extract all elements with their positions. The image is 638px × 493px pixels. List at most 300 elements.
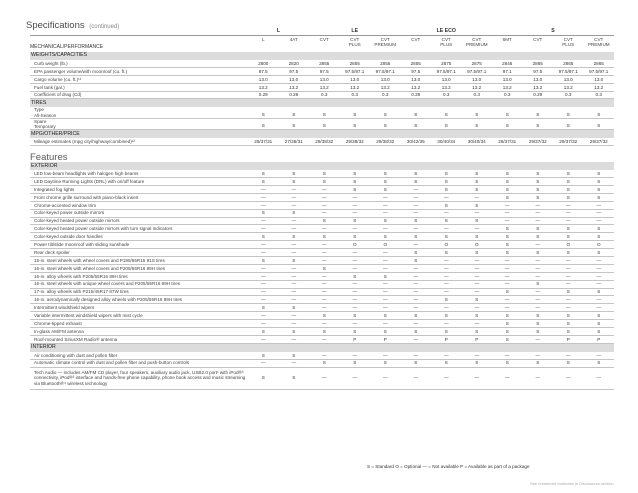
spec-row: [30, 241, 614, 249]
cell-value: S: [584, 327, 615, 335]
cell-value: —: [462, 352, 493, 359]
cell-value: S: [462, 312, 493, 320]
cell-value: 29/38/32: [309, 138, 340, 145]
cell-value: —: [279, 185, 310, 193]
cell-value: S: [279, 256, 310, 264]
cell-value: S: [431, 249, 462, 257]
cell-value: 0.3: [462, 91, 493, 99]
cell-value: —: [248, 249, 279, 257]
cell-value: 2855: [370, 60, 401, 67]
cell-value: 97.1: [492, 67, 523, 75]
cell-value: S: [492, 335, 523, 343]
specifications-table: [30, 28, 614, 390]
cell-value: S: [248, 118, 279, 129]
cell-value: S: [401, 233, 432, 241]
cell-value: S: [248, 352, 279, 359]
cell-value: —: [401, 264, 432, 272]
cell-value: 13.0: [462, 75, 493, 83]
spec-row: [30, 193, 614, 201]
cell-value: —: [523, 241, 554, 249]
cell-value: S: [523, 107, 554, 118]
cell-value: 2855: [340, 60, 371, 67]
cell-value: —: [523, 256, 554, 264]
cell-value: S: [279, 327, 310, 335]
cell-value: —: [431, 264, 462, 272]
cell-value: 30/42/35: [401, 138, 432, 145]
cell-value: S: [401, 217, 432, 225]
cell-value: S: [248, 327, 279, 335]
spec-row: [30, 367, 614, 389]
cell-value: —: [401, 201, 432, 209]
cell-value: —: [492, 272, 523, 280]
cell-value: —: [309, 249, 340, 257]
cell-value: —: [309, 201, 340, 209]
cell-value: —: [279, 193, 310, 201]
cell-value: S: [523, 327, 554, 335]
cell-value: S: [523, 185, 554, 193]
cell-value: S: [340, 233, 371, 241]
section-label: TIRES: [30, 99, 614, 108]
cell-value: 97.5/97.1: [553, 67, 584, 75]
row-label: Rear deck spoiler: [30, 249, 248, 257]
cell-value: S: [279, 367, 310, 389]
spec-row: [30, 185, 614, 193]
cell-value: —: [370, 264, 401, 272]
trim-name: L: [248, 28, 309, 36]
spec-row: [30, 118, 614, 129]
cell-value: —: [309, 256, 340, 264]
column-header-line: PREMIUM: [374, 42, 397, 48]
cell-value: —: [492, 217, 523, 225]
cell-value: S: [462, 201, 493, 209]
cell-value: —: [279, 241, 310, 249]
cell-value: —: [523, 209, 554, 217]
cell-value: S: [340, 170, 371, 177]
cell-value: —: [279, 201, 310, 209]
row-label: Curb weight (lb.): [30, 60, 248, 67]
cell-value: —: [431, 256, 462, 264]
cell-value: —: [370, 352, 401, 359]
row-label-line: All-Season: [34, 112, 57, 118]
cell-value: S: [492, 288, 523, 296]
cell-value: S: [370, 185, 401, 193]
section-label: INTERIOR: [30, 343, 614, 352]
cell-value: —: [340, 193, 371, 201]
cell-value: S: [553, 107, 584, 118]
cell-value: S: [431, 118, 462, 129]
cell-value: S: [523, 249, 554, 257]
cell-value: S: [309, 233, 340, 241]
cell-value: —: [309, 272, 340, 280]
cell-value: —: [279, 312, 310, 320]
cell-value: S: [523, 170, 554, 177]
row-label: Roof-mounted SiriusXM Radio® antenna: [30, 335, 248, 343]
cell-value: 13.0: [401, 75, 432, 83]
footnote: See numbered footnotes in Disclosures section.: [530, 481, 615, 486]
cell-value: —: [401, 320, 432, 328]
cell-value: S: [553, 118, 584, 129]
cell-value: 97.5/97.1: [370, 67, 401, 75]
cell-value: 2865: [523, 60, 554, 67]
cell-value: —: [462, 288, 493, 296]
cell-value: —: [584, 367, 615, 389]
cell-value: —: [462, 272, 493, 280]
cell-value: 27/36/31: [279, 138, 310, 145]
row-label: Automatic climate control with dust and pollen filter and push-button controls: [30, 359, 248, 367]
cell-value: S: [401, 312, 432, 320]
cell-value: —: [248, 193, 279, 201]
cell-value: —: [523, 304, 554, 312]
cell-value: —: [370, 225, 401, 233]
cell-value: 2875: [462, 60, 493, 67]
cell-value: —: [309, 185, 340, 193]
cell-value: O: [370, 241, 401, 249]
cell-value: S: [584, 312, 615, 320]
cell-value: S: [462, 327, 493, 335]
cell-value: S: [309, 359, 340, 367]
cell-value: —: [279, 280, 310, 288]
cell-value: —: [462, 209, 493, 217]
cell-value: —: [370, 367, 401, 389]
spec-row: [30, 75, 614, 83]
column-header: [492, 36, 523, 52]
row-label: Coefficient of drag (Cd): [30, 91, 248, 99]
cell-value: S: [584, 288, 615, 296]
cell-value: S: [340, 327, 371, 335]
row-label: [30, 107, 248, 118]
cell-value: 13.0: [431, 75, 462, 83]
cell-value: P: [370, 335, 401, 343]
cell-value: 2875: [431, 60, 462, 67]
cell-value: —: [492, 209, 523, 217]
cell-value: S: [553, 327, 584, 335]
cell-value: —: [431, 320, 462, 328]
cell-value: S: [279, 107, 310, 118]
cell-value: O: [584, 241, 615, 249]
section-header: [30, 130, 614, 139]
cell-value: —: [431, 304, 462, 312]
cell-value: —: [279, 264, 310, 272]
column-header-line: PLUS: [348, 42, 361, 48]
cell-value: 13.2: [279, 83, 310, 91]
column-header-line: PREMIUM: [587, 42, 610, 48]
cell-value: S: [401, 107, 432, 118]
column-header-line: 6MT: [502, 37, 512, 42]
cell-value: S: [523, 178, 554, 186]
cell-value: S: [309, 327, 340, 335]
cell-value: S: [431, 107, 462, 118]
cell-value: S: [553, 170, 584, 177]
cell-value: S: [279, 304, 310, 312]
row-label: Integrated fog lights: [30, 185, 248, 193]
cell-value: S: [523, 225, 554, 233]
section-header: [30, 52, 614, 61]
cell-value: P: [584, 335, 615, 343]
spec-row: [30, 233, 614, 241]
cell-value: 2820: [279, 60, 310, 67]
cell-value: O: [340, 241, 371, 249]
cell-value: S: [553, 249, 584, 257]
cell-value: —: [553, 272, 584, 280]
column-header: [370, 36, 401, 52]
cell-value: 13.2: [248, 83, 279, 91]
cell-value: 13.0: [553, 75, 584, 83]
column-header: [553, 36, 584, 52]
cell-value: —: [370, 296, 401, 304]
cell-value: S: [462, 185, 493, 193]
cell-value: —: [309, 193, 340, 201]
cell-value: S: [492, 249, 523, 257]
cell-value: S: [340, 107, 371, 118]
cell-value: —: [523, 367, 554, 389]
row-label-line: Temporary: [34, 124, 56, 130]
row-label: Color-keyed heated power outside mirrors with turn signal indicators: [30, 225, 248, 233]
cell-value: S: [492, 320, 523, 328]
cell-value: —: [248, 264, 279, 272]
spec-row: [30, 312, 614, 320]
cell-value: —: [523, 217, 554, 225]
row-label: 16-in. alloy wheels with P205/55R16 89H tires: [30, 272, 248, 280]
cell-value: S: [462, 233, 493, 241]
spec-row: [30, 288, 614, 296]
cell-value: S: [492, 170, 523, 177]
cell-value: S: [431, 327, 462, 335]
cell-value: S: [553, 178, 584, 186]
cell-value: —: [462, 193, 493, 201]
section-label: MPG/OTHER/PRICE: [30, 130, 614, 139]
cell-value: S: [553, 320, 584, 328]
cell-value: —: [309, 320, 340, 328]
spec-row: [30, 264, 614, 272]
cell-value: S: [523, 320, 554, 328]
cell-value: S: [584, 170, 615, 177]
cell-value: S: [309, 217, 340, 225]
cell-value: 0.3: [309, 91, 340, 99]
cell-value: S: [279, 233, 310, 241]
cell-value: —: [340, 320, 371, 328]
row-label-line: Spare: [34, 118, 47, 124]
cell-value: —: [492, 201, 523, 209]
title-text: Specifications: [26, 20, 85, 31]
cell-value: —: [462, 225, 493, 233]
cell-value: S: [492, 107, 523, 118]
cell-value: —: [248, 225, 279, 233]
cell-value: 13.2: [309, 83, 340, 91]
spec-row: [30, 217, 614, 225]
cell-value: —: [279, 296, 310, 304]
cell-value: —: [248, 201, 279, 209]
cell-value: —: [248, 312, 279, 320]
cell-value: 30/40/34: [431, 138, 462, 145]
cell-value: S: [340, 178, 371, 186]
cell-value: S: [309, 264, 340, 272]
cell-value: S: [340, 118, 371, 129]
cell-value: 97.5/97.1: [340, 67, 371, 75]
cell-value: S: [340, 217, 371, 225]
cell-value: 28/37/31: [248, 138, 279, 145]
column-header-line: CVT: [441, 37, 451, 42]
cell-value: S: [523, 359, 554, 367]
cell-value: —: [279, 320, 310, 328]
cell-value: 13.0: [584, 75, 615, 83]
column-header-line: CVT: [472, 37, 482, 42]
cell-value: —: [584, 256, 615, 264]
title-subtitle: (continued): [89, 24, 120, 30]
cell-value: —: [370, 256, 401, 264]
cell-value: —: [340, 201, 371, 209]
cell-value: O: [431, 241, 462, 249]
cell-value: —: [401, 335, 432, 343]
column-header-row: [30, 36, 614, 52]
cell-value: —: [340, 367, 371, 389]
cell-value: —: [309, 225, 340, 233]
cell-value: —: [553, 264, 584, 272]
section-label: EXTERIOR: [30, 162, 614, 171]
cell-value: S: [462, 249, 493, 257]
cell-value: —: [401, 272, 432, 280]
cell-value: —: [340, 256, 371, 264]
cell-value: —: [431, 280, 462, 288]
cell-value: S: [401, 118, 432, 129]
section-label-mechanical: MECHANICAL/PERFORMANCE: [30, 43, 104, 50]
spec-row: [30, 67, 614, 75]
cell-value: S: [340, 312, 371, 320]
row-label: Chrome-accented window trim: [30, 201, 248, 209]
cell-value: —: [431, 367, 462, 389]
cell-value: —: [401, 209, 432, 217]
cell-value: —: [584, 209, 615, 217]
cell-value: —: [584, 201, 615, 209]
features-heading-row: [30, 146, 614, 162]
cell-value: —: [340, 264, 371, 272]
cell-value: —: [248, 320, 279, 328]
cell-value: —: [370, 288, 401, 296]
cell-value: S: [492, 118, 523, 129]
cell-value: S: [553, 233, 584, 241]
cell-value: S: [431, 217, 462, 225]
cell-value: S: [370, 107, 401, 118]
cell-value: —: [553, 201, 584, 209]
cell-value: S: [584, 225, 615, 233]
cell-value: —: [309, 352, 340, 359]
row-label: Tech Audio — includes AM/FM CD player, four speakers, auxiliary audio jack, USB2.0 port¹ with iPod®³ connectivity, iPod®³ interface and hands-free phone capability, phone book access and music streaming via Bluetooth®⁴ wireless technology: [30, 367, 248, 389]
cell-value: S: [584, 233, 615, 241]
cell-value: —: [523, 352, 554, 359]
cell-value: S: [492, 193, 523, 201]
cell-value: —: [401, 280, 432, 288]
cell-value: S: [523, 118, 554, 129]
cell-value: —: [248, 241, 279, 249]
spec-row: [30, 272, 614, 280]
cell-value: S: [248, 367, 279, 389]
cell-value: —: [462, 280, 493, 288]
cell-value: S: [279, 118, 310, 129]
cell-value: S: [401, 327, 432, 335]
cell-value: —: [248, 217, 279, 225]
cell-value: 29/38/32: [340, 138, 371, 145]
cell-value: S: [584, 178, 615, 186]
spec-row: [30, 170, 614, 177]
section-header: [30, 162, 614, 171]
column-header: [309, 36, 340, 52]
cell-value: S: [401, 249, 432, 257]
cell-value: S: [584, 107, 615, 118]
row-label: Fuel tank (gal.): [30, 83, 248, 91]
cell-value: S: [370, 272, 401, 280]
spec-row: [30, 320, 614, 328]
section-header: [30, 99, 614, 108]
spec-row: [30, 359, 614, 367]
cell-value: —: [523, 288, 554, 296]
cell-value: —: [370, 201, 401, 209]
row-label: [30, 118, 248, 129]
column-header: [340, 36, 371, 52]
cell-value: 29/37/32: [584, 138, 615, 145]
cell-value: —: [492, 296, 523, 304]
cell-value: S: [401, 178, 432, 186]
cell-value: S: [370, 312, 401, 320]
row-label: EPA passenger volume/with moonroof (cu. ft.): [30, 67, 248, 75]
cell-value: —: [523, 201, 554, 209]
cell-value: —: [248, 335, 279, 343]
cell-value: S: [523, 233, 554, 241]
cell-value: S: [370, 233, 401, 241]
cell-value: —: [279, 249, 310, 257]
cell-value: S: [492, 233, 523, 241]
cell-value: —: [309, 209, 340, 217]
cell-value: S: [584, 118, 615, 129]
cell-value: —: [340, 288, 371, 296]
column-header-line: CVT: [350, 37, 360, 42]
cell-value: S: [370, 359, 401, 367]
cell-value: S: [492, 327, 523, 335]
spec-row: [30, 296, 614, 304]
cell-value: —: [492, 304, 523, 312]
cell-value: S: [340, 185, 371, 193]
cell-value: S: [462, 107, 493, 118]
cell-value: S: [279, 209, 310, 217]
cell-value: —: [309, 288, 340, 296]
cell-value: —: [340, 209, 371, 217]
cell-value: 2865: [553, 60, 584, 67]
cell-value: S: [462, 296, 493, 304]
spec-row: [30, 280, 614, 288]
spec-row: [30, 209, 614, 217]
features-heading: Features: [30, 151, 68, 162]
cell-value: —: [401, 367, 432, 389]
cell-value: —: [553, 367, 584, 389]
cell-value: —: [523, 264, 554, 272]
cell-value: 0.3: [340, 91, 371, 99]
cell-value: S: [584, 320, 615, 328]
cell-value: S: [248, 170, 279, 177]
cell-value: —: [553, 352, 584, 359]
cell-value: —: [279, 288, 310, 296]
cell-value: S: [553, 312, 584, 320]
cell-value: 13.0: [523, 75, 554, 83]
cell-value: S: [431, 233, 462, 241]
column-header: [431, 36, 462, 52]
row-label: 17-in. alloy wheels with P215/45R17 87W tires: [30, 288, 248, 296]
cell-value: S: [431, 296, 462, 304]
cell-value: S: [523, 312, 554, 320]
spec-row: [30, 327, 614, 335]
spec-row: [30, 304, 614, 312]
cell-value: S: [309, 170, 340, 177]
spec-row: [30, 225, 614, 233]
cell-value: —: [584, 264, 615, 272]
cell-value: —: [553, 280, 584, 288]
